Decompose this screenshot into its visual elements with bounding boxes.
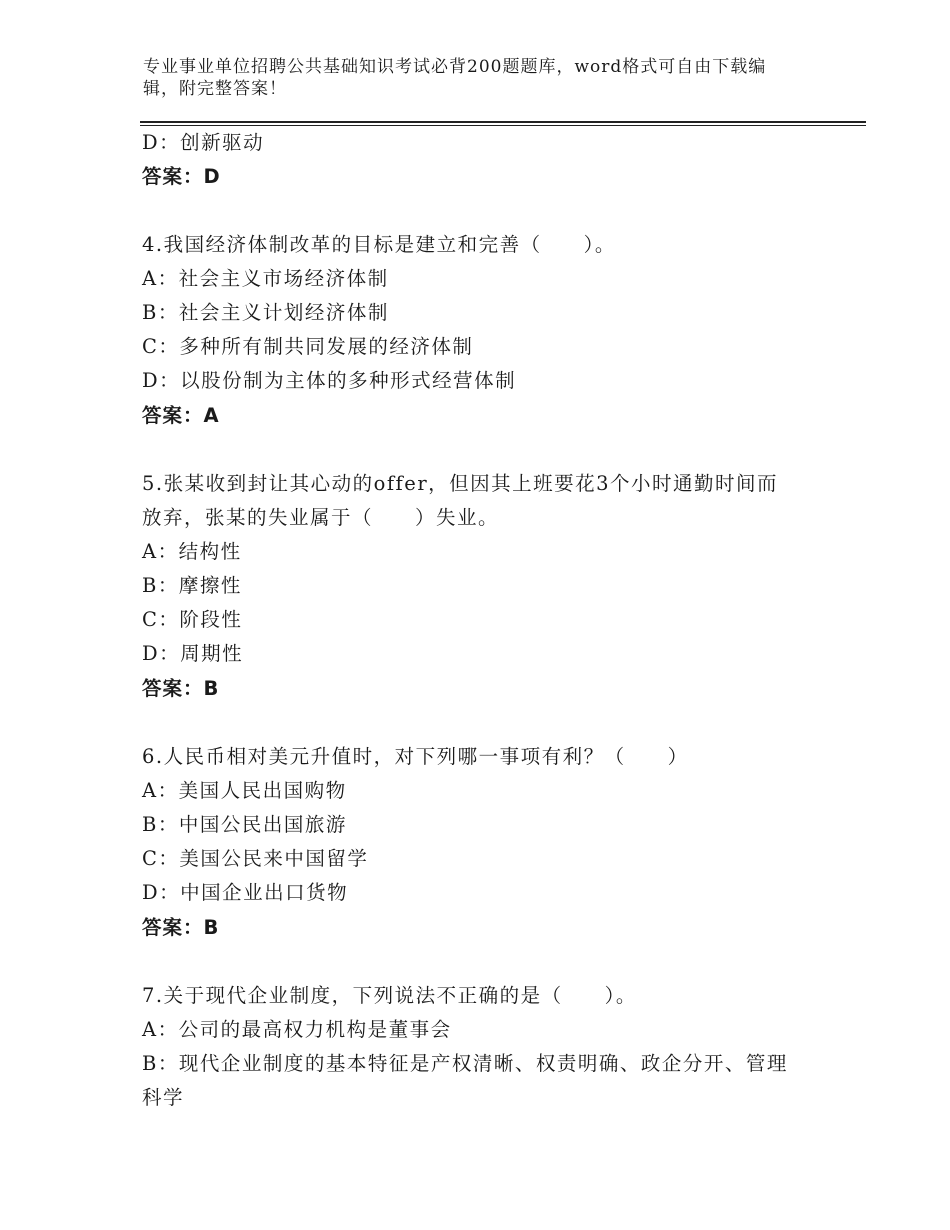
option-b: B：社会主义计划经济体制 <box>142 301 389 324</box>
option-a: A：美国人民出国购物 <box>142 779 347 802</box>
option-a: A：社会主义市场经济体制 <box>142 267 389 290</box>
header-title <box>143 56 803 100</box>
option-b: B：中国公民出国旅游 <box>142 813 347 836</box>
option-a: A：公司的最高权力机构是董事会 <box>142 1018 452 1041</box>
answer-line: 答案：B <box>142 916 220 939</box>
option-c: C：阶段性 <box>142 608 243 631</box>
option-d: D：周期性 <box>142 642 244 665</box>
answer-line: 答案：A <box>142 404 220 427</box>
option-a: A：结构性 <box>142 540 242 563</box>
question-stem-line-1: 5.张某收到封让其心动的offer，但因其上班要花3个小时通勤时间而 <box>142 472 779 495</box>
header-line-1: 专业事业单位招聘公共基础知识考试必背200题题库，word格式可自由下载编 <box>143 57 767 77</box>
question-stem: 7.关于现代企业制度，下列说法不正确的是（ ）。 <box>142 984 637 1007</box>
option-d: D：中国企业出口货物 <box>142 881 349 904</box>
option-c: C：多种所有制共同发展的经济体制 <box>142 335 474 358</box>
question-stem-line-2: 放弃，张某的失业属于（ ）失业。 <box>142 506 500 529</box>
option-b: B：摩擦性 <box>142 574 242 597</box>
option-c: C：美国公民来中国留学 <box>142 847 369 870</box>
option-b-line-2: 科学 <box>142 1086 185 1109</box>
answer-line: 答案：D <box>142 165 221 188</box>
option-d: D：创新驱动 <box>142 131 265 154</box>
option-b-line-1: B：现代企业制度的基本特征是产权清晰、权责明确、政企分开、管理 <box>142 1052 788 1075</box>
option-d: D：以股份制为主体的多种形式经营体制 <box>142 369 517 392</box>
question-stem: 6.人民币相对美元升值时，对下列哪一事项有利？（ ） <box>142 745 689 768</box>
question-stem: 4.我国经济体制改革的目标是建立和完善（ ）。 <box>142 233 616 256</box>
header-divider-thick <box>140 121 866 123</box>
answer-line: 答案：B <box>142 677 220 700</box>
header-line-2: 辑，附完整答案！ <box>143 79 287 99</box>
